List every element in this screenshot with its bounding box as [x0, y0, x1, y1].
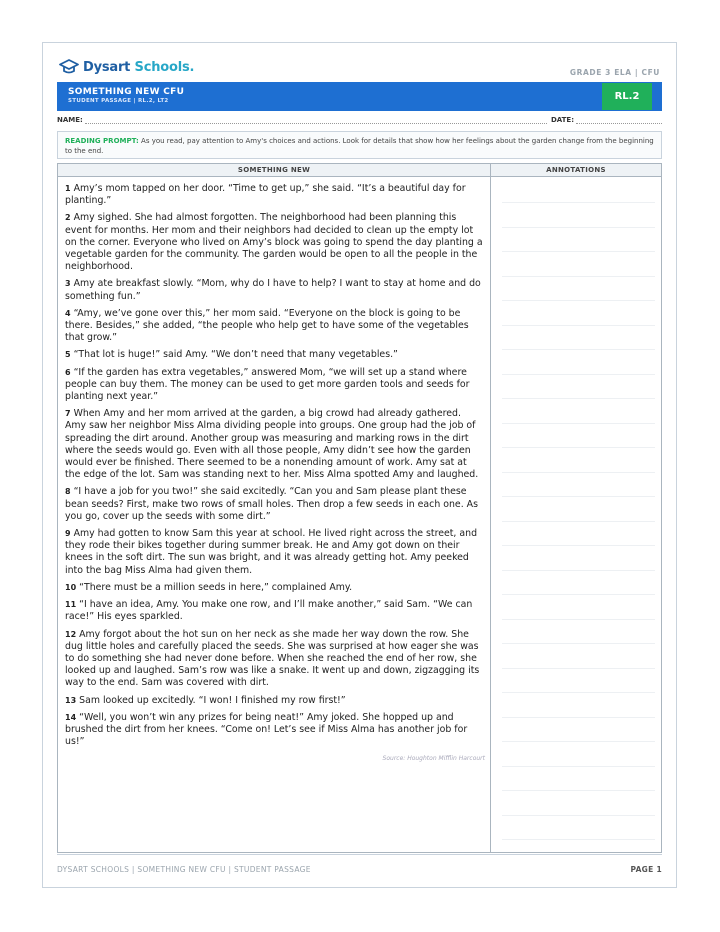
- paragraph-text: “Well, you won’t win any prizes for being neat!” Amy joked. She hopped up and brushed the dirt from her knees. “Come on! Let’s see if Miss Alma has another job for us!”: [65, 711, 468, 748]
- passage-paragraph: [65, 486, 485, 523]
- annotation-line: [502, 374, 655, 375]
- passage-paragraph: [65, 582, 485, 594]
- passage-paragraph: [65, 528, 485, 577]
- paragraph-number: 14: [65, 712, 77, 722]
- annotation-line: [502, 619, 655, 620]
- passage-paragraph: [65, 367, 485, 404]
- brand-logo: [59, 59, 194, 75]
- annotation-line: [502, 227, 655, 228]
- paragraph-number: 6: [65, 367, 71, 377]
- name-field[interactable]: [85, 123, 547, 124]
- annotation-line: [502, 447, 655, 448]
- footer: [57, 865, 662, 874]
- paragraph-text: Amy forgot about the hot sun on her neck as she made her way down the row. She dug little holes and carefully placed the seeds. She was surprised at how eager she was to do something she had never done before. When she reached the end of her row, she looked up and laughed. Sam’s row was like a snake. It went up and down, zigzagging its way to the end. Sam was covered with dirt.: [65, 628, 480, 689]
- paragraph-number: 3: [65, 279, 71, 289]
- paragraph-number: 9: [65, 529, 71, 539]
- passage-paragraph: [65, 629, 485, 690]
- passage-paragraph: [65, 599, 485, 623]
- annotation-line: [502, 423, 655, 424]
- paragraph-number: 7: [65, 409, 71, 419]
- paragraph-text: When Amy and her mom arrived at the garden, a big crowd had already gathered. Amy saw her neighbor Miss Alma dividing people into groups. One group had the job of spreading the dirt around. Another group was measuring and marking rows in the dirt where the seeds would go. Even with all those people, Amy didn’t see how the garden would ever be finished. There seemed to be a nonending amount of work. Amy sat at the edge of the lot. Sam was standing next to her. Miss Alma spotted Amy and laughed.: [65, 408, 479, 481]
- paragraph-number: 13: [65, 695, 77, 705]
- passage-paragraph: [65, 349, 485, 361]
- passage-paragraph: [65, 408, 485, 481]
- brand-name-part2: Schools.: [134, 59, 195, 75]
- paragraph-text: Amy had gotten to know Sam this year at school. He lived right across the street, and they rode their bikes together during summer break. He and Amy got down on their knees in the soft dirt. The sun was bright, and it was already getting hot. Amy peeked into the bag Miss Alma had given them.: [65, 528, 478, 576]
- annotation-line: [502, 349, 655, 350]
- graduation-cap-icon: [59, 59, 79, 75]
- annotation-line: [502, 594, 655, 595]
- reading-prompt: [57, 131, 662, 159]
- page-number: PAGE 1: [630, 865, 662, 874]
- paragraph-text: Amy ate breakfast slowly. “Mom, why do I have to help? I want to stay at home and do something fun.”: [65, 278, 481, 302]
- column-header-annotations: ANNOTATIONS: [491, 164, 661, 177]
- annotation-line: [502, 668, 655, 669]
- paragraph-text: “Amy, we’ve gone over this,” her mom said. “Everyone on the block is going to be there. Besides,” she added, “the people who help get to have some of the vegetables that grow.”: [65, 307, 469, 344]
- passage-table: [57, 163, 662, 853]
- brand-name-part1: Dysart: [83, 59, 131, 75]
- annotation-line: [502, 276, 655, 277]
- header: [59, 59, 660, 81]
- annotation-line: [502, 251, 655, 252]
- paragraph-text: “I have an idea, Amy. You make one row, and I’ll make another,” said Sam. “We can race!” His eyes sparkled.: [65, 599, 473, 623]
- paragraph-number: 11: [65, 600, 77, 610]
- paragraph-number: 5: [65, 350, 71, 360]
- passage-paragraph: [65, 712, 485, 749]
- banner-title: SOMETHING NEW CFU: [68, 87, 185, 97]
- annotation-line: [502, 325, 655, 326]
- paragraph-text: “If the garden has extra vegetables,” answered Mom, “we will set up a stand where people can buy them. The money can be used to get more garden tools and seeds for planting next year.”: [65, 366, 470, 403]
- paragraph-number: 8: [65, 487, 71, 497]
- name-date-row: [57, 114, 662, 126]
- column-divider: [490, 176, 491, 852]
- name-label: NAME:: [57, 116, 83, 124]
- annotation-line: [502, 790, 655, 791]
- paragraph-text: “That lot is huge!” said Amy. “We don’t need that many vegetables.”: [73, 349, 398, 361]
- annotation-line: [502, 815, 655, 816]
- paragraph-text: Amy sighed. She had almost forgotten. The neighborhood had been planning this event for months. Her mom and their neighbors had decided to clean up the empty lot on the corner. Everyone who lived on Amy’s block was going to spend the day planting a vegetable garden for the community. The garden would be open to all the people in the neighborhood.: [65, 212, 483, 273]
- grade-label: GRADE 3 ELA | CFU: [569, 68, 660, 77]
- annotation-line: [502, 766, 655, 767]
- worksheet-page: [42, 42, 677, 888]
- annotation-line: [502, 741, 655, 742]
- annotation-line: [502, 472, 655, 473]
- annotation-line: [502, 496, 655, 497]
- paragraph-text: “I have a job for you two!” she said excitedly. “Can you and Sam please plant these bean seeds? First, make two rows of small holes. Then drop a few seeds in each one. As you go, cover up the seeds with some dirt.”: [65, 486, 478, 522]
- passage-paragraph: [65, 183, 485, 207]
- date-field[interactable]: [576, 123, 662, 124]
- passage-paragraph: [65, 278, 485, 302]
- paragraph-number: 2: [65, 213, 71, 223]
- paragraph-number: 1: [65, 184, 71, 193]
- paragraph-number: 10: [65, 582, 77, 592]
- passage-paragraph: [65, 695, 485, 707]
- paragraph-text: Amy’s mom tapped on her door. “Time to get up,” she said. “It’s a beautiful day for planting.”: [65, 183, 466, 207]
- source-citation: Source: Houghton Mifflin Harcourt: [382, 755, 485, 763]
- annotation-line: [502, 570, 655, 571]
- footer-divider: [57, 854, 662, 855]
- annotation-line: [502, 545, 655, 546]
- paragraph-number: 12: [65, 629, 77, 639]
- paragraph-number: 4: [65, 308, 71, 318]
- reading-prompt-label: READING PROMPT:: [65, 137, 139, 145]
- paragraph-text: “There must be a million seeds in here,” complained Amy.: [79, 581, 353, 593]
- annotation-line: [502, 839, 655, 840]
- passage-paragraph: [65, 308, 485, 345]
- banner-subtitle: STUDENT PASSAGE | RL.2, LT2: [68, 98, 169, 104]
- annotation-line: [502, 692, 655, 693]
- annotation-line: [502, 643, 655, 644]
- annotation-line: [502, 300, 655, 301]
- date-label: DATE:: [550, 116, 574, 124]
- column-header-passage: SOMETHING NEW: [58, 164, 491, 177]
- annotation-line: [502, 202, 655, 203]
- brand-name: [83, 60, 194, 75]
- footer-text: DYSART SCHOOLS | SOMETHING NEW CFU | STUDENT PASSAGE: [57, 865, 311, 874]
- annotation-line: [502, 398, 655, 399]
- passage-paragraph: [65, 212, 485, 273]
- title-banner: [57, 82, 662, 111]
- standard-badge: RL.2: [602, 83, 652, 110]
- annotation-line: [502, 521, 655, 522]
- paragraph-text: Sam looked up excitedly. “I won! I finished my row first!”: [79, 694, 346, 706]
- annotations-column[interactable]: [502, 176, 655, 852]
- annotation-line: [502, 717, 655, 718]
- reading-prompt-text: As you read, pay attention to Amy's choices and actions. Look for details that show how her feelings about the garden change from the beginning to the end.: [65, 137, 654, 155]
- passage-text: [65, 183, 485, 766]
